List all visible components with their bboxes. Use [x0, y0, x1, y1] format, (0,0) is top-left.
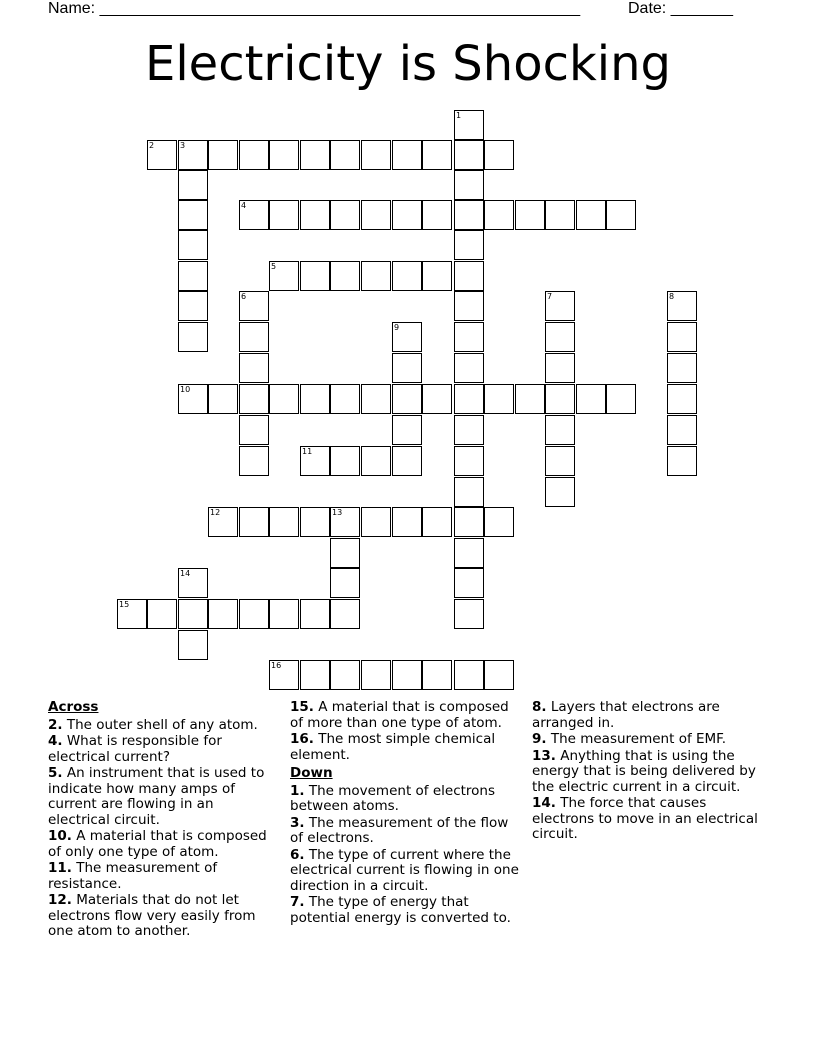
crossword-cell[interactable] [454, 110, 484, 140]
clue-text: An instrument that is used to indicate how many amps of current are flowing in an electrical circuit. [48, 765, 265, 828]
cell-number: 6 [241, 292, 247, 301]
cell-number: 11 [302, 447, 313, 456]
crossword-cell[interactable] [422, 140, 452, 170]
clue-number: 11. [48, 860, 72, 876]
crossword-cell[interactable] [208, 507, 238, 537]
crossword-cell[interactable] [330, 599, 360, 629]
crossword-cell[interactable] [576, 200, 606, 230]
crossword-cell[interactable] [178, 170, 208, 200]
clue-number: 9. [532, 731, 547, 747]
crossword-cell[interactable] [147, 599, 177, 629]
crossword-cell[interactable] [454, 261, 484, 291]
clue-text: The measurement of EMF. [550, 731, 727, 747]
down-heading: Down [290, 765, 333, 781]
clue-number: 13. [532, 747, 556, 764]
crossword-cell[interactable] [300, 507, 330, 537]
cell-number: 5 [271, 262, 277, 271]
clue-across-15 [290, 700, 522, 731]
clue-down-3 [290, 816, 522, 847]
crossword-cell[interactable] [545, 291, 575, 321]
crossword-cell[interactable] [454, 140, 484, 170]
crossword-cell[interactable] [484, 140, 514, 170]
crossword-cell[interactable] [576, 384, 606, 414]
crossword-cell[interactable] [178, 599, 208, 629]
crossword-cell[interactable] [239, 384, 269, 414]
crossword-cell[interactable] [178, 230, 208, 260]
cell-number: 10 [180, 385, 191, 394]
crossword-cell[interactable] [361, 261, 391, 291]
crossword-cell[interactable] [300, 599, 330, 629]
crossword-cell[interactable] [667, 446, 697, 476]
crossword-cell[interactable] [454, 353, 484, 383]
clue-text: A material that is composed of only one type of atom. [48, 828, 267, 860]
clue-number: 1. [290, 782, 305, 799]
crossword-cell[interactable] [667, 384, 697, 414]
cell-number: 8 [669, 292, 675, 301]
across-heading: Across [48, 699, 99, 715]
crossword-cell[interactable] [178, 291, 208, 321]
crossword-cell[interactable] [545, 446, 575, 476]
crossword-cell[interactable] [484, 384, 514, 414]
crossword-cell[interactable] [178, 261, 208, 291]
crossword-cell[interactable] [178, 630, 208, 660]
crossword-cell[interactable] [300, 446, 330, 476]
crossword-cell[interactable] [269, 384, 299, 414]
cell-number: 12 [210, 508, 221, 517]
clue-number: 15. [290, 699, 314, 715]
crossword-cell[interactable] [178, 200, 208, 230]
crossword-cell[interactable] [454, 446, 484, 476]
crossword-cell[interactable] [392, 353, 422, 383]
crossword-cell[interactable] [545, 477, 575, 507]
cell-number: 16 [271, 661, 282, 670]
clue-number: 10. [48, 828, 72, 844]
cell-number: 7 [547, 292, 553, 301]
crossword-cell[interactable] [239, 353, 269, 383]
clue-text: The force that causes electrons to move in an electrical circuit. [532, 795, 758, 842]
clue-number: 5. [48, 765, 63, 781]
clue-number: 4. [48, 733, 63, 749]
clue-down-14 [532, 796, 768, 843]
page-title: Electricity is Shocking [145, 36, 671, 92]
crossword-cell[interactable] [454, 291, 484, 321]
crossword-cell[interactable] [392, 200, 422, 230]
crossword-cell[interactable] [484, 200, 514, 230]
crossword-cell[interactable] [361, 507, 391, 537]
crossword-cell[interactable] [269, 140, 299, 170]
crossword-cell[interactable] [454, 200, 484, 230]
clue-text: The movement of electrons between atoms. [290, 782, 496, 814]
crossword-cell[interactable] [454, 599, 484, 629]
name-field-label: Name: ______________________________________________________ [48, 0, 581, 17]
crossword-cell[interactable] [392, 140, 422, 170]
crossword-cell[interactable] [361, 660, 391, 690]
cell-number: 1 [456, 111, 462, 120]
clue-number: 8. [532, 699, 547, 715]
crossword-cell[interactable] [422, 384, 452, 414]
crossword-cell[interactable] [454, 322, 484, 352]
clue-text: What is responsible for electrical current? [48, 733, 222, 765]
crossword-cell[interactable] [545, 415, 575, 445]
crossword-cell[interactable] [392, 415, 422, 445]
crossword-cell[interactable] [330, 200, 360, 230]
clue-number: 12. [48, 892, 72, 908]
crossword-cell[interactable] [178, 140, 208, 170]
crossword-cell[interactable] [208, 140, 238, 170]
crossword-cell[interactable] [392, 384, 422, 414]
crossword-cell[interactable] [422, 200, 452, 230]
crossword-cell[interactable] [269, 261, 299, 291]
clues-column-3 [532, 700, 768, 844]
cell-number: 4 [241, 201, 247, 210]
crossword-cell[interactable] [545, 322, 575, 352]
crossword-cell[interactable] [392, 507, 422, 537]
crossword-cell[interactable] [330, 140, 360, 170]
crossword-cell[interactable] [239, 507, 269, 537]
crossword-cell[interactable] [545, 384, 575, 414]
crossword-cell[interactable] [454, 660, 484, 690]
clue-across-16 [290, 732, 522, 763]
crossword-cell[interactable] [392, 660, 422, 690]
clue-across-12 [48, 893, 276, 940]
crossword-cell[interactable] [545, 353, 575, 383]
crossword-cell[interactable] [269, 200, 299, 230]
crossword-cell[interactable] [239, 140, 269, 170]
crossword-cell[interactable] [330, 538, 360, 568]
crossword-cell[interactable] [300, 261, 330, 291]
crossword-cell[interactable] [667, 415, 697, 445]
crossword-cell[interactable] [454, 538, 484, 568]
clue-number: 14. [532, 795, 556, 811]
crossword-cell[interactable] [484, 660, 514, 690]
crossword-cell[interactable] [454, 170, 484, 200]
crossword-cell[interactable] [300, 384, 330, 414]
crossword-cell[interactable] [392, 322, 422, 352]
crossword-cell[interactable] [545, 200, 575, 230]
crossword-cell[interactable] [606, 200, 636, 230]
crossword-cell[interactable] [454, 507, 484, 537]
crossword-cell[interactable] [667, 291, 697, 321]
crossword-cell[interactable] [422, 660, 452, 690]
crossword-cell[interactable] [330, 384, 360, 414]
clue-number: 6. [290, 846, 305, 863]
clue-down-8 [532, 700, 768, 731]
clue-number: 7. [290, 894, 305, 910]
clue-down-6 [290, 848, 522, 895]
clue-across-5 [48, 766, 276, 828]
clue-down-9 [532, 732, 768, 748]
crossword-cell[interactable] [515, 384, 545, 414]
crossword-cell[interactable] [422, 507, 452, 537]
crossword-cell[interactable] [667, 353, 697, 383]
crossword-cell[interactable] [330, 660, 360, 690]
crossword-cell[interactable] [361, 384, 391, 414]
crossword-cell[interactable] [667, 322, 697, 352]
crossword-cell[interactable] [269, 599, 299, 629]
crossword-cell[interactable] [239, 200, 269, 230]
crossword-cell[interactable] [454, 477, 484, 507]
cell-number: 14 [180, 569, 191, 578]
date-field-label: Date: _______ [628, 0, 733, 17]
clue-across-2 [48, 718, 276, 734]
crossword-cell[interactable] [454, 415, 484, 445]
clue-text: The outer shell of any atom. [66, 716, 258, 733]
crossword-cell[interactable] [239, 291, 269, 321]
crossword-cell[interactable] [178, 322, 208, 352]
clue-text: The type of current where the electrical current is flowing in one direction in a circuit. [290, 846, 519, 894]
crossword-cell[interactable] [239, 322, 269, 352]
clue-text: The most simple chemical element. [290, 731, 496, 763]
clue-number: 3. [290, 814, 305, 831]
crossword-cell[interactable] [454, 568, 484, 598]
clue-down-1 [290, 784, 522, 815]
crossword-cell[interactable] [239, 599, 269, 629]
clue-text: The type of energy that potential energy is converted to. [290, 894, 511, 926]
crossword-cell[interactable] [484, 507, 514, 537]
clue-text: The measurement of the flow of electrons. [290, 814, 509, 846]
cell-number: 2 [149, 141, 155, 150]
cell-number: 15 [119, 600, 130, 609]
clue-text: The measurement of resistance. [48, 860, 218, 892]
crossword-cell[interactable] [392, 261, 422, 291]
clue-across-10 [48, 829, 276, 860]
clue-text: Anything that is using the energy that is being delivered by the electric current in a circuit. [532, 747, 756, 795]
crossword-cell[interactable] [422, 261, 452, 291]
crossword-cell[interactable] [208, 384, 238, 414]
clue-across-11 [48, 861, 276, 892]
crossword-cell[interactable] [147, 140, 177, 170]
crossword-cell[interactable] [269, 660, 299, 690]
clues-column-1 [48, 700, 276, 941]
crossword-cell[interactable] [178, 384, 208, 414]
crossword-cell[interactable] [392, 446, 422, 476]
cell-number: 13 [332, 508, 343, 517]
crossword-cell[interactable] [330, 568, 360, 598]
crossword-cell[interactable] [361, 200, 391, 230]
crossword-cell[interactable] [515, 200, 545, 230]
clue-text: A material that is composed of more than one type of atom. [290, 699, 509, 731]
crossword-cell[interactable] [300, 140, 330, 170]
crossword-cell[interactable] [239, 415, 269, 445]
crossword-cell[interactable] [330, 446, 360, 476]
crossword-cell[interactable] [300, 200, 330, 230]
crossword-cell[interactable] [300, 660, 330, 690]
crossword-cell[interactable] [361, 446, 391, 476]
crossword-cell[interactable] [361, 140, 391, 170]
clue-number: 2. [48, 716, 63, 733]
clue-across-4 [48, 734, 276, 765]
clue-text: Layers that electrons are arranged in. [532, 699, 720, 731]
crossword-cell[interactable] [330, 261, 360, 291]
crossword-cell[interactable] [208, 599, 238, 629]
clue-text: Materials that do not let electrons flow very easily from one atom to another. [48, 892, 256, 939]
crossword-cell[interactable] [454, 384, 484, 414]
cell-number: 9 [394, 323, 400, 332]
clue-down-7 [290, 895, 522, 926]
cell-number: 3 [180, 141, 186, 150]
crossword-cell[interactable] [606, 384, 636, 414]
crossword-cell[interactable] [269, 507, 299, 537]
crossword-cell[interactable] [178, 568, 208, 598]
crossword-cell[interactable] [239, 446, 269, 476]
crossword-cell[interactable] [454, 230, 484, 260]
clues-column-2 [290, 700, 522, 927]
crossword-cell[interactable] [117, 599, 147, 629]
clue-down-13 [532, 749, 768, 796]
crossword-cell[interactable] [330, 507, 360, 537]
clue-number: 16. [290, 731, 314, 747]
